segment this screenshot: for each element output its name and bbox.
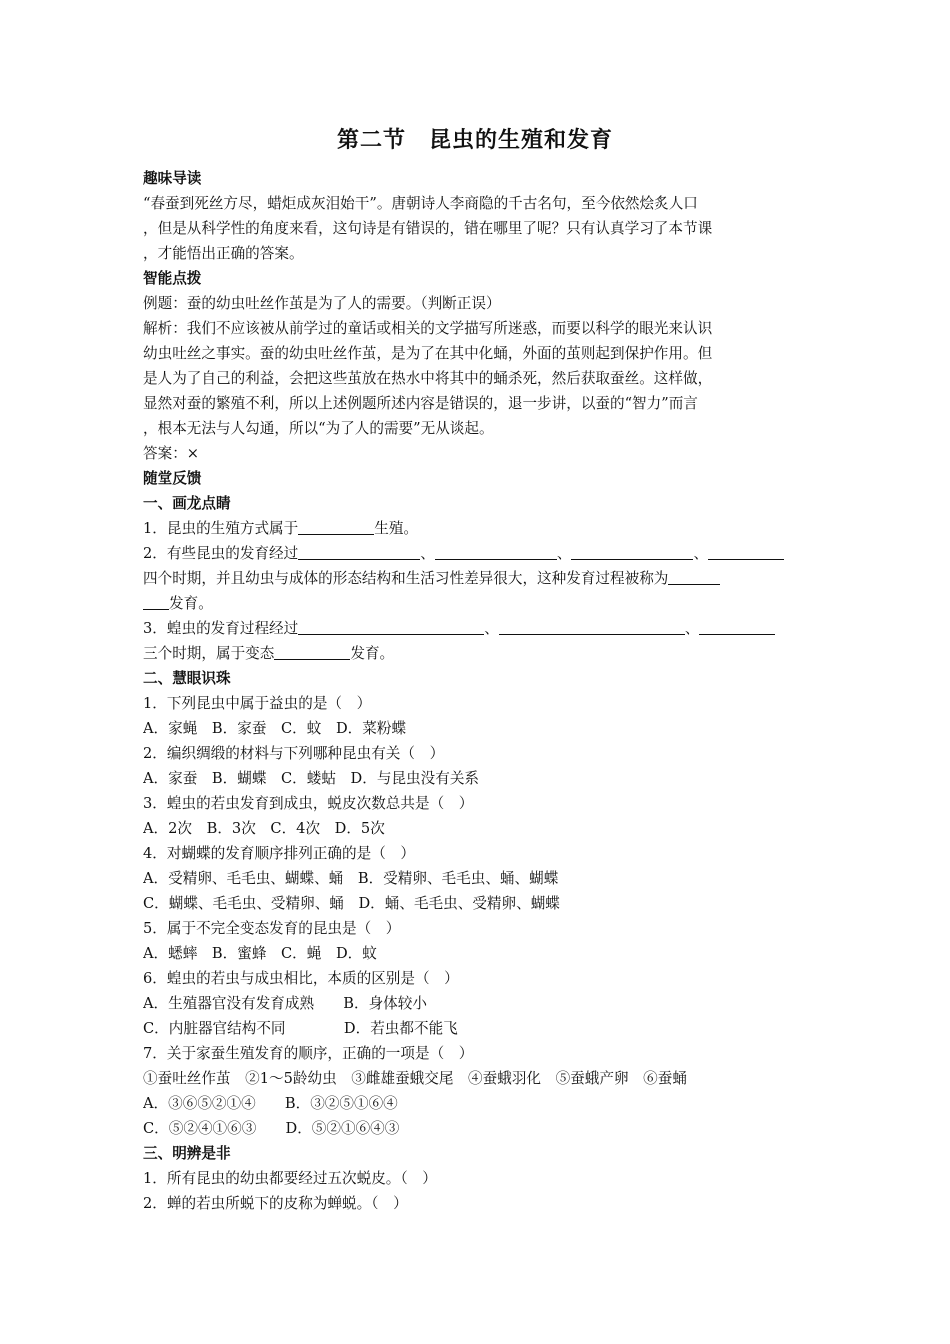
part3-heading: 三、明辨是非	[143, 1145, 231, 1162]
fill-question-2-cont: 发育。	[143, 591, 807, 616]
choice-options: C．内脏器官结构不同 D．若虫都不能飞	[143, 1020, 458, 1037]
choice-options: C．⑤②④①⑥③ D．⑤②①⑥④③	[143, 1120, 400, 1137]
blank-field[interactable]	[708, 542, 784, 560]
choice-question: 4．对蝴蝶的发育顺序排列正确的是（ ）	[143, 845, 415, 862]
choice-question: 7．关于家蚕生殖发育的顺序，正确的一项是（ ）	[143, 1045, 474, 1062]
blank-field[interactable]	[143, 592, 169, 610]
intro-line: ，但是从科学性的角度来看，这句诗是有错误的，错在哪里了呢？只有认真学习了本节课	[143, 220, 713, 237]
choice-question: 5．属于不完全变态发育的昆虫是（ ）	[143, 920, 401, 937]
analysis-line: 显然对蚕的繁殖不利，所以上述例题所述内容是错误的，退一步讲，以蚕的“智力”而言	[143, 395, 698, 412]
fill-question-3-cont: 三个时期，属于变态 发育。	[143, 641, 807, 666]
judge-question: 1．所有昆虫的幼虫都要经过五次蜕皮。（ ）	[143, 1170, 437, 1187]
judge-question: 2．蝉的若虫所蜕下的皮称为蝉蜕。（ ）	[143, 1195, 408, 1212]
analysis-line: ，根本无法与人勾通，所以“为了人的需要”无从谈起。	[143, 420, 494, 437]
analysis-line: 是人为了自己的利益，会把这些茧放在热水中将其中的蛹杀死，然后获取蚕丝。这样做，	[143, 370, 713, 387]
choice-options: A．家蝇 B．家蚕 C．蚊 D．菜粉蝶	[143, 720, 407, 737]
section-heading-feedback: 随堂反馈	[143, 470, 202, 487]
analysis-line: 解析：我们不应该被从前学过的童话或相关的文学描写所迷惑，而要以科学的眼光来认识	[143, 320, 713, 337]
analysis-line: 幼虫吐丝之事实。蚕的幼虫吐丝作茧，是为了在其中化蛹，外面的茧则起到保护作用。但	[143, 345, 713, 362]
fill-question-1: 1．昆虫的生殖方式属于 生殖。	[143, 516, 807, 541]
blank-field[interactable]	[274, 642, 350, 660]
choice-question: 3．蝗虫的若虫发育到成虫，蜕皮次数总共是（ ）	[143, 795, 474, 812]
part1-heading: 一、画龙点睛	[143, 495, 231, 512]
fill-question-2: 2．有些昆虫的发育经过 、 、 、	[143, 541, 807, 566]
page-title: 第二节 昆虫的生殖和发育	[336, 128, 613, 153]
document-body	[143, 166, 807, 1216]
choice-options: A．蟋蟀 B．蜜蜂 C．蝇 D．蚊	[143, 945, 377, 962]
sequence-items: ①蚕吐丝作茧 ②1～5龄幼虫 ③雌雄蚕蛾交尾 ④蚕蛾羽化 ⑤蚕蛾产卵 ⑥蚕蛹	[143, 1070, 687, 1087]
fill-question-3: 3．蝗虫的发育过程经过 、 、	[143, 616, 807, 641]
intro-line: “春蚕到死丝方尽，蜡炬成灰泪始干”。唐朝诗人李商隐的千古名句，至今依然烩炙人口	[143, 195, 698, 212]
choice-options: A．2次 B．3次 C．4次 D．5次	[143, 820, 385, 837]
intro-line: ，才能悟出正确的答案。	[143, 245, 304, 262]
blank-field[interactable]	[298, 617, 484, 635]
choice-options: A．③⑥⑤②①④ B．③②⑤①⑥④	[143, 1095, 398, 1112]
choice-question: 2．编织绸缎的材料与下列哪种昆虫有关（ ）	[143, 745, 445, 762]
blank-field[interactable]	[699, 617, 775, 635]
section-heading-tips: 智能点拨	[143, 270, 202, 287]
choice-options: A．受精卵、毛毛虫、蝴蝶、蛹 B．受精卵、毛毛虫、蛹、蝴蝶	[143, 870, 559, 887]
choice-options: A．家蚕 B．蝴蝶 C．蝼蛄 D．与昆虫没有关系	[143, 770, 480, 787]
blank-field[interactable]	[571, 542, 693, 560]
choice-options: A．生殖器官没有发育成熟 B．身体较小	[143, 995, 427, 1012]
blank-field[interactable]	[435, 542, 557, 560]
blank-field[interactable]	[499, 617, 685, 635]
example-question: 例题：蚕的幼虫吐丝作茧是为了人的需要。（判断正误）	[143, 295, 501, 312]
choice-question: 1．下列昆虫中属于益虫的是（ ）	[143, 695, 372, 712]
blank-field[interactable]	[298, 542, 420, 560]
part2-heading: 二、慧眼识珠	[143, 670, 231, 687]
choice-options: C．蝴蝶、毛毛虫、受精卵、蛹 D．蛹、毛毛虫、受精卵、蝴蝶	[143, 895, 560, 912]
blank-field[interactable]	[668, 567, 720, 585]
section-heading-intro: 趣味导读	[143, 170, 202, 187]
fill-question-2-cont: 四个时期，并且幼虫与成体的形态结构和生活习性差异很大，这种发育过程被称为	[143, 566, 807, 591]
choice-question: 6．蝗虫的若虫与成虫相比，本质的区别是（ ）	[143, 970, 459, 987]
blank-field[interactable]	[298, 517, 374, 535]
answer: 答案：×	[143, 445, 200, 462]
